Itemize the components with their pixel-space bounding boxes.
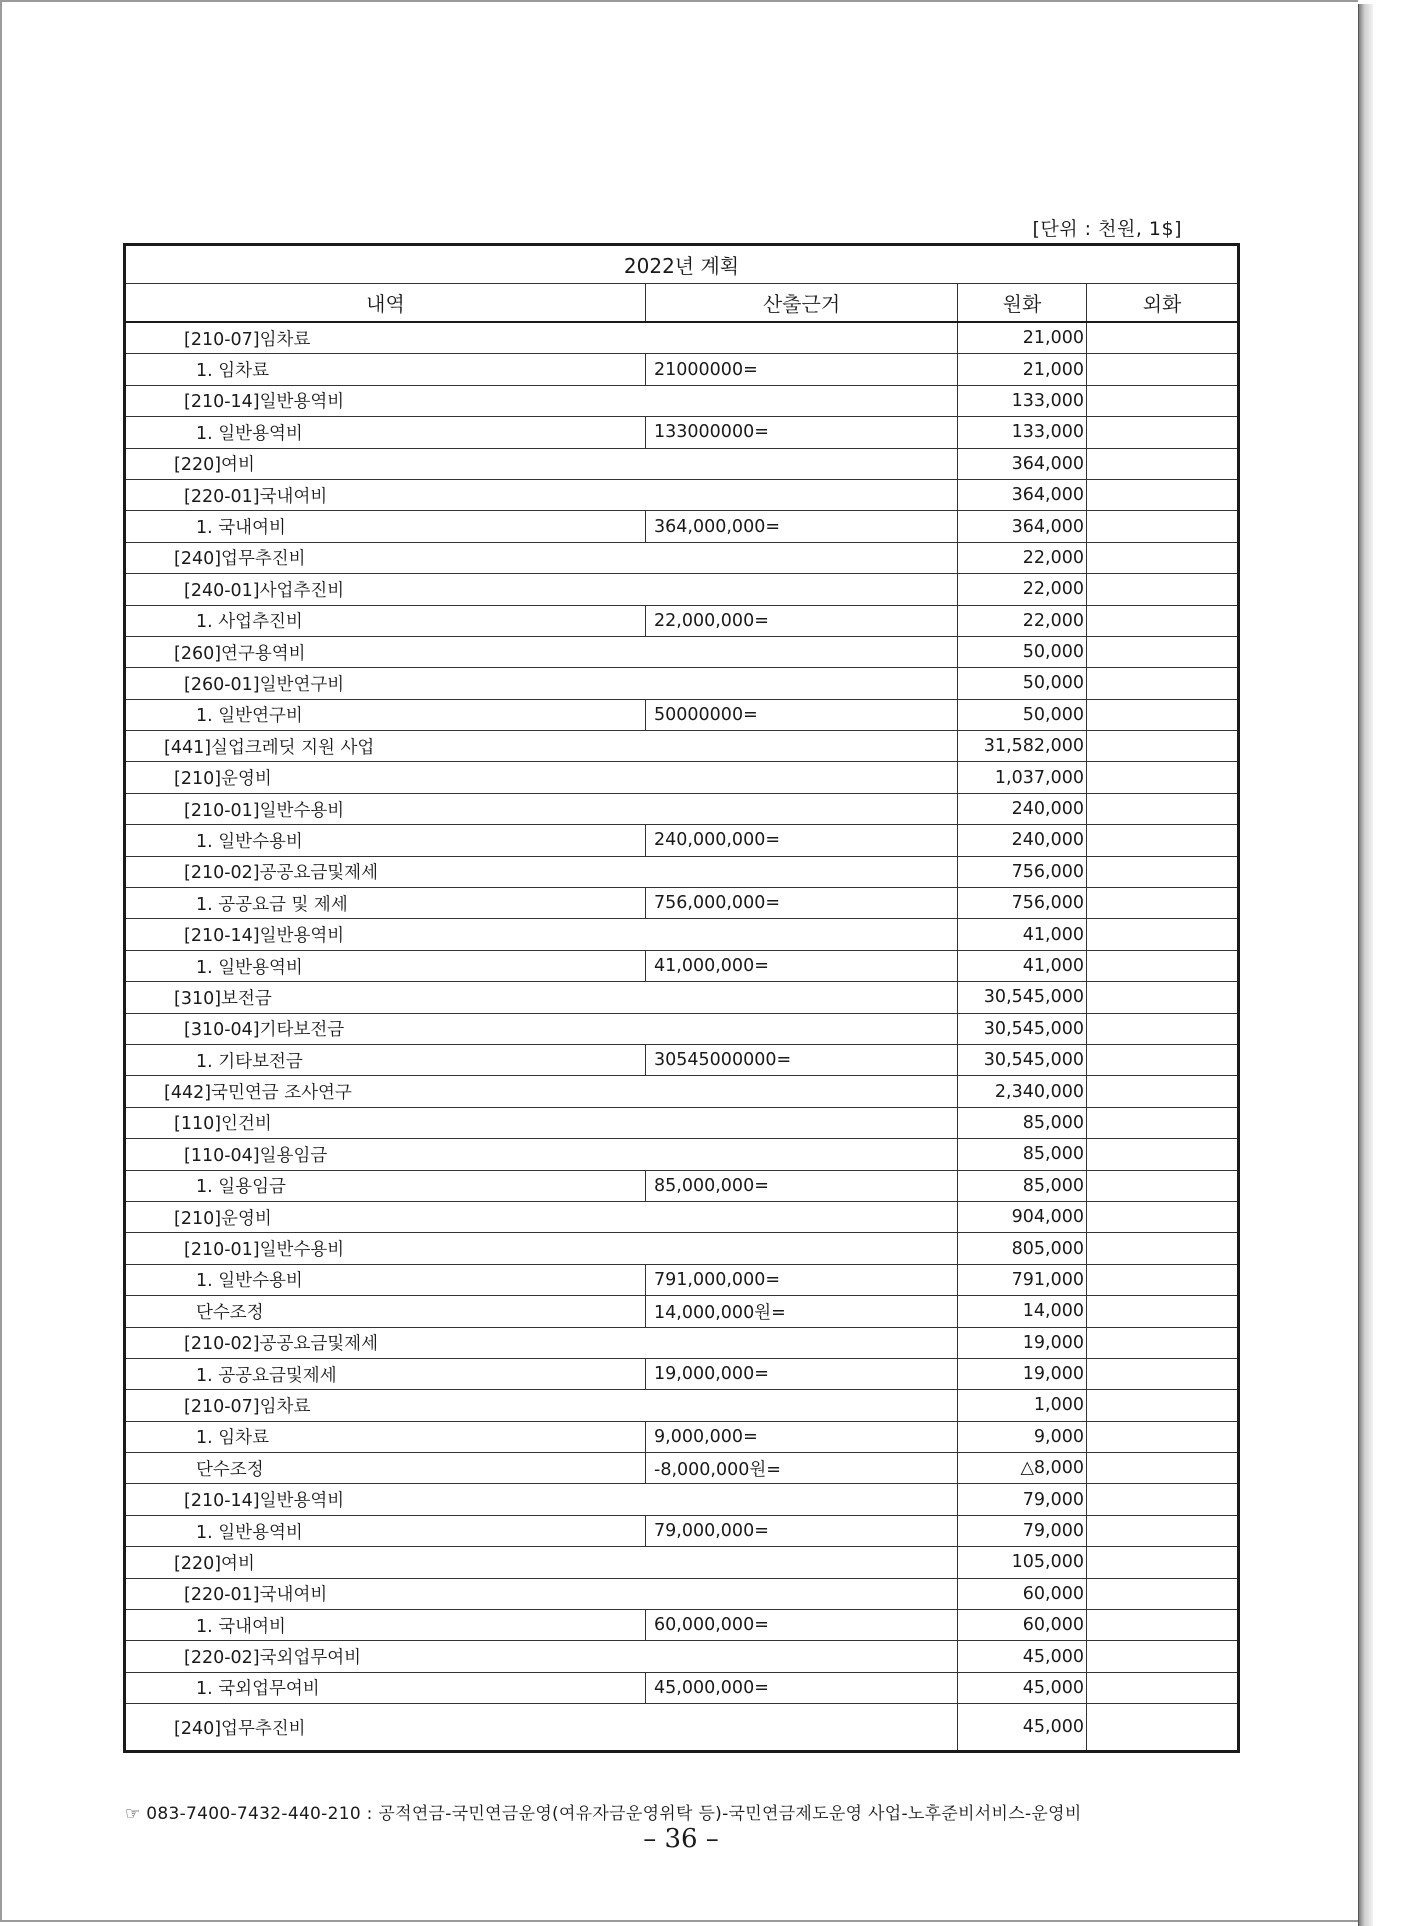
row-krw-amount: 1,000 (958, 1390, 1087, 1421)
row-desc: 1. 일반용역비 (125, 950, 646, 981)
row-fx-amount (1087, 699, 1239, 730)
row-basis (646, 1139, 958, 1170)
row-krw-amount: 791,000 (958, 1264, 1087, 1295)
row-fx-amount (1087, 1233, 1239, 1264)
row-desc: [210-01]일반수용비 (125, 793, 646, 824)
table-row (125, 448, 1239, 479)
row-krw-amount: 45,000 (958, 1704, 1087, 1752)
row-desc: [441]실업크레딧 지원 사업 (125, 731, 646, 762)
row-desc: [110]인건비 (125, 1107, 646, 1138)
row-basis: 756,000,000= (646, 888, 958, 919)
table-row (125, 1107, 1239, 1138)
table-row (125, 1170, 1239, 1201)
row-desc: [210-14]일반용역비 (125, 385, 646, 416)
row-desc: [210-14]일반용역비 (125, 919, 646, 950)
row-desc: 1. 기타보전금 (125, 1044, 646, 1075)
row-desc: [220]여비 (125, 1547, 646, 1578)
row-basis: 50000000= (646, 699, 958, 730)
row-krw-amount: △8,000 (958, 1453, 1087, 1484)
row-krw-amount: 50,000 (958, 668, 1087, 699)
row-krw-amount: 50,000 (958, 636, 1087, 667)
row-desc: 1. 임차료 (125, 1421, 646, 1452)
table-row (125, 668, 1239, 699)
row-fx-amount (1087, 1453, 1239, 1484)
row-fx-amount (1087, 1107, 1239, 1138)
row-fx-amount (1087, 1201, 1239, 1232)
table-row (125, 1515, 1239, 1546)
row-desc: [210]운영비 (125, 762, 646, 793)
row-fx-amount (1087, 448, 1239, 479)
row-krw-amount: 85,000 (958, 1170, 1087, 1201)
plan-title: 2022년 계획 (125, 245, 1239, 284)
table-row (125, 919, 1239, 950)
row-fx-amount (1087, 322, 1239, 354)
row-fx-amount (1087, 1578, 1239, 1609)
row-fx-amount (1087, 605, 1239, 636)
table-row (125, 636, 1239, 667)
page-number: – 36 – (643, 1824, 719, 1854)
table-body (125, 322, 1239, 1752)
row-fx-amount (1087, 888, 1239, 919)
row-krw-amount: 133,000 (958, 385, 1087, 416)
row-krw-amount: 19,000 (958, 1358, 1087, 1389)
row-krw-amount: 21,000 (958, 354, 1087, 385)
row-basis (646, 856, 958, 887)
row-krw-amount: 60,000 (958, 1610, 1087, 1641)
row-fx-amount (1087, 1296, 1239, 1327)
table-row (125, 574, 1239, 605)
unit-label: [단위 : 천원, 1$] (1032, 218, 1182, 240)
page-edge-shadow (1358, 4, 1373, 1926)
table-row (125, 417, 1239, 448)
row-desc: 단수조정 (125, 1296, 646, 1327)
row-basis: -8,000,000원= (646, 1453, 958, 1484)
row-basis (646, 448, 958, 479)
row-fx-amount (1087, 1327, 1239, 1358)
row-fx-amount (1087, 731, 1239, 762)
table-row (125, 1421, 1239, 1452)
row-basis (646, 793, 958, 824)
row-fx-amount (1087, 1264, 1239, 1295)
row-desc: [210-14]일반용역비 (125, 1484, 646, 1515)
table-row (125, 354, 1239, 385)
row-fx-amount (1087, 1672, 1239, 1703)
table-row (125, 385, 1239, 416)
row-basis: 41,000,000= (646, 950, 958, 981)
table-row (125, 982, 1239, 1013)
row-basis: 21000000= (646, 354, 958, 385)
row-desc: 1. 임차료 (125, 354, 646, 385)
table-row (125, 950, 1239, 981)
row-basis (646, 479, 958, 510)
row-fx-amount (1087, 856, 1239, 887)
row-basis: 45,000,000= (646, 1672, 958, 1703)
row-desc: 1. 사업추진비 (125, 605, 646, 636)
row-desc: 1. 공공요금 및 제세 (125, 888, 646, 919)
row-fx-amount (1087, 1421, 1239, 1452)
row-krw-amount: 30,545,000 (958, 1013, 1087, 1044)
row-basis: 791,000,000= (646, 1264, 958, 1295)
row-fx-amount (1087, 919, 1239, 950)
table-row (125, 511, 1239, 542)
col-header-basis: 산출근거 (646, 284, 958, 323)
row-fx-amount (1087, 950, 1239, 981)
row-basis: 30545000000= (646, 1044, 958, 1075)
row-fx-amount (1087, 1390, 1239, 1421)
table-row (125, 793, 1239, 824)
table-row (125, 1076, 1239, 1107)
row-krw-amount: 133,000 (958, 417, 1087, 448)
row-krw-amount: 2,340,000 (958, 1076, 1087, 1107)
row-basis: 60,000,000= (646, 1610, 958, 1641)
row-basis: 79,000,000= (646, 1515, 958, 1546)
row-basis (646, 731, 958, 762)
row-krw-amount: 240,000 (958, 825, 1087, 856)
row-basis (646, 919, 958, 950)
row-basis (646, 322, 958, 354)
row-fx-amount (1087, 354, 1239, 385)
row-fx-amount (1087, 793, 1239, 824)
row-krw-amount: 9,000 (958, 1421, 1087, 1452)
row-krw-amount: 50,000 (958, 699, 1087, 730)
row-desc: [220-01]국내여비 (125, 479, 646, 510)
row-fx-amount (1087, 1358, 1239, 1389)
row-desc: [220-01]국내여비 (125, 1578, 646, 1609)
row-fx-amount (1087, 762, 1239, 793)
row-krw-amount: 364,000 (958, 511, 1087, 542)
row-desc: [240]업무추진비 (125, 542, 646, 573)
row-basis: 22,000,000= (646, 605, 958, 636)
row-desc: [310-04]기타보전금 (125, 1013, 646, 1044)
col-header-desc: 내역 (125, 284, 646, 323)
row-fx-amount (1087, 825, 1239, 856)
row-desc: [210]운영비 (125, 1201, 646, 1232)
row-basis (646, 1013, 958, 1044)
row-basis (646, 1704, 958, 1752)
row-desc: 1. 국내여비 (125, 511, 646, 542)
row-fx-amount (1087, 1170, 1239, 1201)
row-krw-amount: 30,545,000 (958, 1044, 1087, 1075)
row-desc: [110-04]일용임금 (125, 1139, 646, 1170)
row-basis (646, 762, 958, 793)
row-fx-amount (1087, 542, 1239, 573)
table-row (125, 856, 1239, 887)
row-krw-amount: 364,000 (958, 448, 1087, 479)
row-basis (646, 574, 958, 605)
table-row (125, 1139, 1239, 1170)
row-basis (646, 1547, 958, 1578)
row-basis (646, 1107, 958, 1138)
row-desc: 1. 일반용역비 (125, 1515, 646, 1546)
row-basis (646, 982, 958, 1013)
row-basis (646, 668, 958, 699)
table-row (125, 322, 1239, 354)
row-desc: [260-01]일반연구비 (125, 668, 646, 699)
table-row (125, 1013, 1239, 1044)
table-row (125, 825, 1239, 856)
table-row (125, 1547, 1239, 1578)
row-desc: 단수조정 (125, 1453, 646, 1484)
row-basis (646, 1327, 958, 1358)
row-desc: [210-07]임차료 (125, 1390, 646, 1421)
row-krw-amount: 19,000 (958, 1327, 1087, 1358)
row-krw-amount: 364,000 (958, 479, 1087, 510)
row-fx-amount (1087, 1044, 1239, 1075)
row-fx-amount (1087, 385, 1239, 416)
row-desc: [210-07]임차료 (125, 322, 646, 354)
row-krw-amount: 85,000 (958, 1139, 1087, 1170)
row-fx-amount (1087, 1547, 1239, 1578)
row-krw-amount: 1,037,000 (958, 762, 1087, 793)
row-fx-amount (1087, 636, 1239, 667)
table-row (125, 605, 1239, 636)
row-desc: [210-02]공공요금및제세 (125, 856, 646, 887)
row-fx-amount (1087, 1076, 1239, 1107)
row-desc: [240]업무추진비 (125, 1704, 646, 1752)
row-desc: 1. 공공요금및제세 (125, 1358, 646, 1389)
row-basis (646, 1390, 958, 1421)
table-row (125, 1044, 1239, 1075)
row-fx-amount (1087, 574, 1239, 605)
table-row (125, 1390, 1239, 1421)
table-row (125, 1704, 1239, 1752)
table-row (125, 731, 1239, 762)
row-krw-amount: 756,000 (958, 856, 1087, 887)
row-basis (646, 1076, 958, 1107)
row-krw-amount: 60,000 (958, 1578, 1087, 1609)
row-basis: 19,000,000= (646, 1358, 958, 1389)
row-basis (646, 1484, 958, 1515)
row-krw-amount: 22,000 (958, 574, 1087, 605)
row-desc: [260]연구용역비 (125, 636, 646, 667)
row-desc: 1. 일반수용비 (125, 1264, 646, 1295)
row-krw-amount: 904,000 (958, 1201, 1087, 1232)
table-row (125, 888, 1239, 919)
row-krw-amount: 79,000 (958, 1484, 1087, 1515)
footnote: ☞ 083-7400-7432-440-210 : 공적연금-국민연금운영(여유자금운영위탁 등)-국민연금제도운영 사업-노후준비서비스-운영비 (125, 1804, 1082, 1824)
col-header-fx: 외화 (1087, 284, 1239, 323)
table-row (125, 1578, 1239, 1609)
row-basis (646, 542, 958, 573)
row-krw-amount: 14,000 (958, 1296, 1087, 1327)
row-krw-amount: 41,000 (958, 919, 1087, 950)
row-basis (646, 636, 958, 667)
row-krw-amount: 85,000 (958, 1107, 1087, 1138)
row-fx-amount (1087, 417, 1239, 448)
row-fx-amount (1087, 668, 1239, 699)
row-basis (646, 1641, 958, 1672)
row-krw-amount: 21,000 (958, 322, 1087, 354)
table-row (125, 1358, 1239, 1389)
table-row (125, 1296, 1239, 1327)
table-row (125, 1672, 1239, 1703)
table-row (125, 479, 1239, 510)
table-row (125, 1453, 1239, 1484)
table-row (125, 1233, 1239, 1264)
row-krw-amount: 45,000 (958, 1641, 1087, 1672)
row-desc: 1. 일용임금 (125, 1170, 646, 1201)
row-desc: [240-01]사업추진비 (125, 574, 646, 605)
table-row (125, 1327, 1239, 1358)
row-krw-amount: 805,000 (958, 1233, 1087, 1264)
row-desc: [220-02]국외업무여비 (125, 1641, 646, 1672)
row-desc: 1. 일반용역비 (125, 417, 646, 448)
row-fx-amount (1087, 479, 1239, 510)
row-krw-amount: 756,000 (958, 888, 1087, 919)
table-row (125, 699, 1239, 730)
row-fx-amount (1087, 1139, 1239, 1170)
row-fx-amount (1087, 1610, 1239, 1641)
row-desc: [310]보전금 (125, 982, 646, 1013)
row-desc: [210-01]일반수용비 (125, 1233, 646, 1264)
row-basis: 133000000= (646, 417, 958, 448)
row-basis: 364,000,000= (646, 511, 958, 542)
table-row (125, 762, 1239, 793)
row-krw-amount: 30,545,000 (958, 982, 1087, 1013)
row-basis (646, 385, 958, 416)
table-row (125, 1484, 1239, 1515)
row-fx-amount (1087, 1641, 1239, 1672)
row-krw-amount: 41,000 (958, 950, 1087, 981)
row-krw-amount: 45,000 (958, 1672, 1087, 1703)
row-krw-amount: 105,000 (958, 1547, 1087, 1578)
row-desc: [210-02]공공요금및제세 (125, 1327, 646, 1358)
row-fx-amount (1087, 1484, 1239, 1515)
row-basis: 9,000,000= (646, 1421, 958, 1452)
row-krw-amount: 31,582,000 (958, 731, 1087, 762)
row-fx-amount (1087, 1515, 1239, 1546)
row-desc: [220]여비 (125, 448, 646, 479)
row-desc: 1. 국외업무여비 (125, 1672, 646, 1703)
row-desc: [442]국민연금 조사연구 (125, 1076, 646, 1107)
table-row (125, 1641, 1239, 1672)
row-krw-amount: 240,000 (958, 793, 1087, 824)
row-krw-amount: 79,000 (958, 1515, 1087, 1546)
row-desc: 1. 일반수용비 (125, 825, 646, 856)
row-fx-amount (1087, 1013, 1239, 1044)
row-desc: 1. 국내여비 (125, 1610, 646, 1641)
table-row (125, 1201, 1239, 1232)
row-basis (646, 1578, 958, 1609)
row-basis (646, 1233, 958, 1264)
row-basis: 14,000,000원= (646, 1296, 958, 1327)
row-desc: 1. 일반연구비 (125, 699, 646, 730)
col-header-krw: 원화 (958, 284, 1087, 323)
row-basis: 240,000,000= (646, 825, 958, 856)
table-row (125, 542, 1239, 573)
row-fx-amount (1087, 1704, 1239, 1752)
row-krw-amount: 22,000 (958, 542, 1087, 573)
row-basis: 85,000,000= (646, 1170, 958, 1201)
table-row (125, 1610, 1239, 1641)
budget-table (123, 243, 1240, 1753)
row-fx-amount (1087, 982, 1239, 1013)
row-krw-amount: 22,000 (958, 605, 1087, 636)
row-basis (646, 1201, 958, 1232)
table-row (125, 1264, 1239, 1295)
row-fx-amount (1087, 511, 1239, 542)
